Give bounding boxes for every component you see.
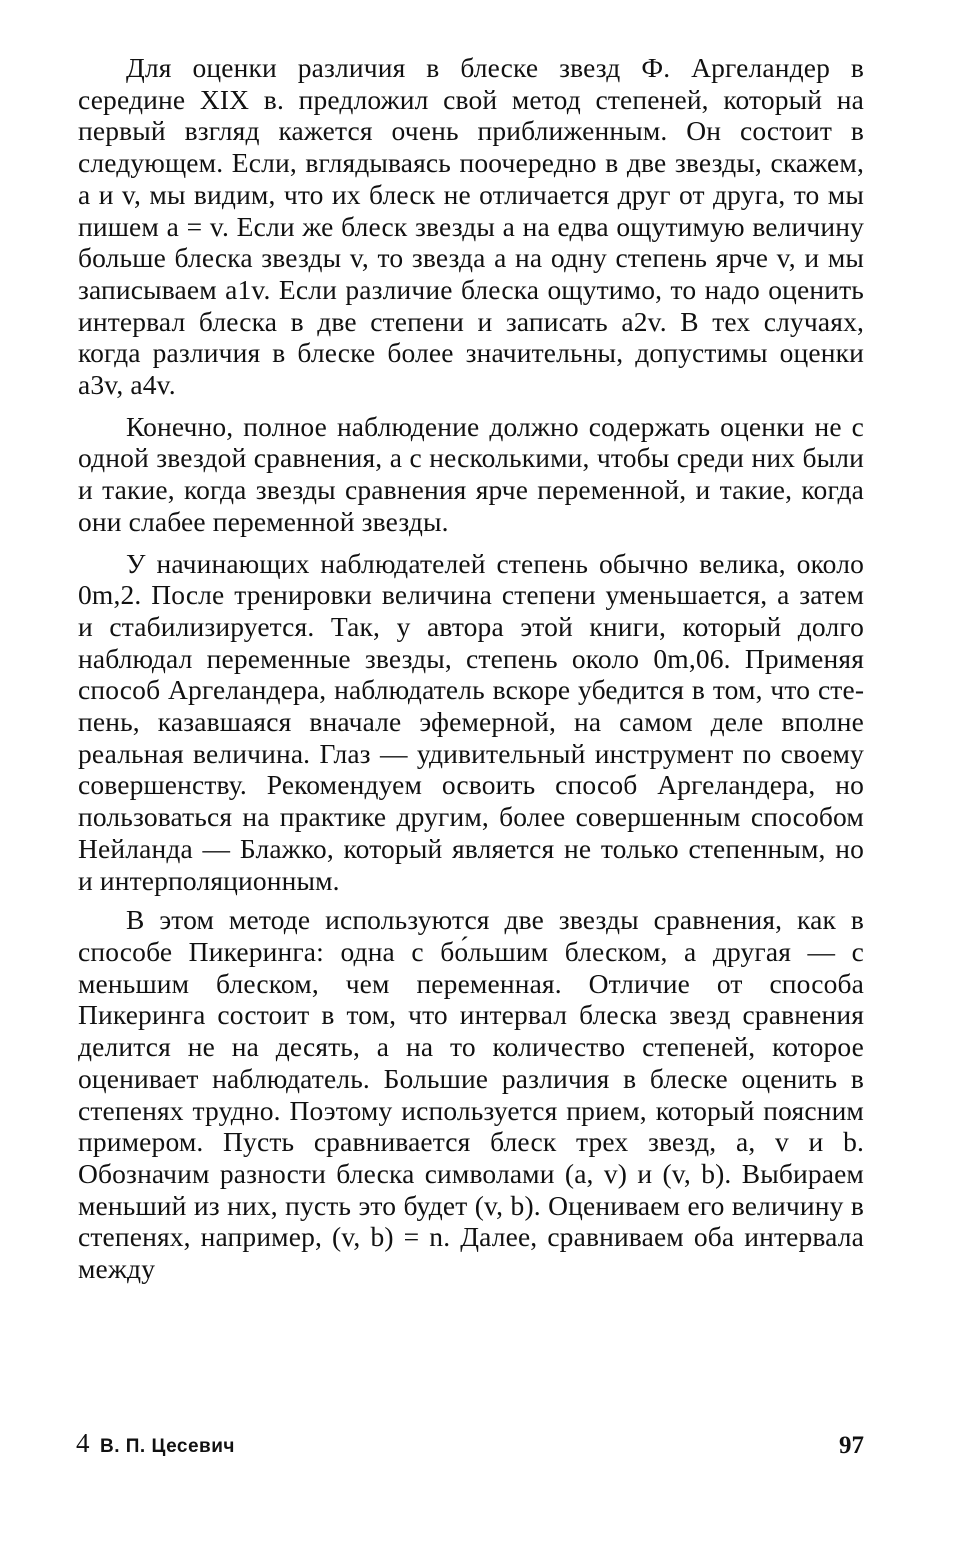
paragraph-full-observation: Конечно, полное наблюдение должно содержать оценки не с одной звездой сравнения, а с несколькими, чтобы среди них были и такие, когда звезды сравнения ярче переменной, и такие, когда они слабее переменной звезды. [78, 410, 864, 537]
paragraph-neiland-blazhko-method: В этом методе используются две звезды сравнения, как в способе Пикеринга: одна с бо́льшим блеском, а другая — с меньшим блеском, чем переменная. Отличие от способа Пикеринга состоит в том, что интервал блеска звезд сравнения делится не на десять, а на то количество степеней, которое оценивает наблюдатель. Большие различия в блеске оценить в степенях трудно. Поэтому используется прием, который поясним примером. Пусть сравнивается блеск трех звезд, a, v и b. Обозначим разности блеска символами (a, v) и (v, b). Выбираем меньший из них, пусть это будет (v, b). Оцениваем его величину в степенях, например, (v, b) = n. Далее, сравниваем оба интервала между [78, 904, 864, 1285]
paragraph-beginner-observers: У начинающих наблюдателей степень обычно велика, около 0m,2. После тренировки величина степени уменьшается, а затем и стабилизируется. Так, у автора этой книги, который долго наблюдал переменные звезды, степень около 0m,06. Применяя способ Аргеландера, наблюдатель вскоре убедится в том, что степень, казавшаяся вначале эфемерной, на самом деле вполне реальная величина. Глаз — удивительный инструмент по своему совершенству. Рекомендуем освоить способ Аргеландера, но пользоваться на практике другим, более совершенным способом Нейланда — Блажко, который является не только степенным, но и интерполяционным. [78, 547, 864, 896]
paragraph-argelander-method: Для оценки различия в блеске звезд Ф. Аргеландер в середине XIX в. предложил свой метод степеней, который на первый взгляд кажется очень приближенным. Он состоит в следующем. Если, вглядываясь поочередно в две звезды, скажем, a и v, мы видим, что их блеск не отличается друг от друга, то мы пишем a = v. Если же блеск звезды a на едва ощутимую величину больше блеска звезды v, то звезда a на одну степень ярче v, и мы записываем a1v. Если различие блеска ощутимо, то надо оценить интервал блеска в две степени и записать a2v. В тех случаях, когда различия в блеске более значительны, допустимы оценки a3v, a4v. [78, 52, 864, 401]
page-footer [76, 1430, 864, 1470]
signature-author: В. П. Цесевич [100, 1436, 235, 1457]
page-body [78, 52, 864, 1295]
page-number: 97 [839, 1432, 864, 1459]
signature-number: 4 [76, 1428, 90, 1458]
